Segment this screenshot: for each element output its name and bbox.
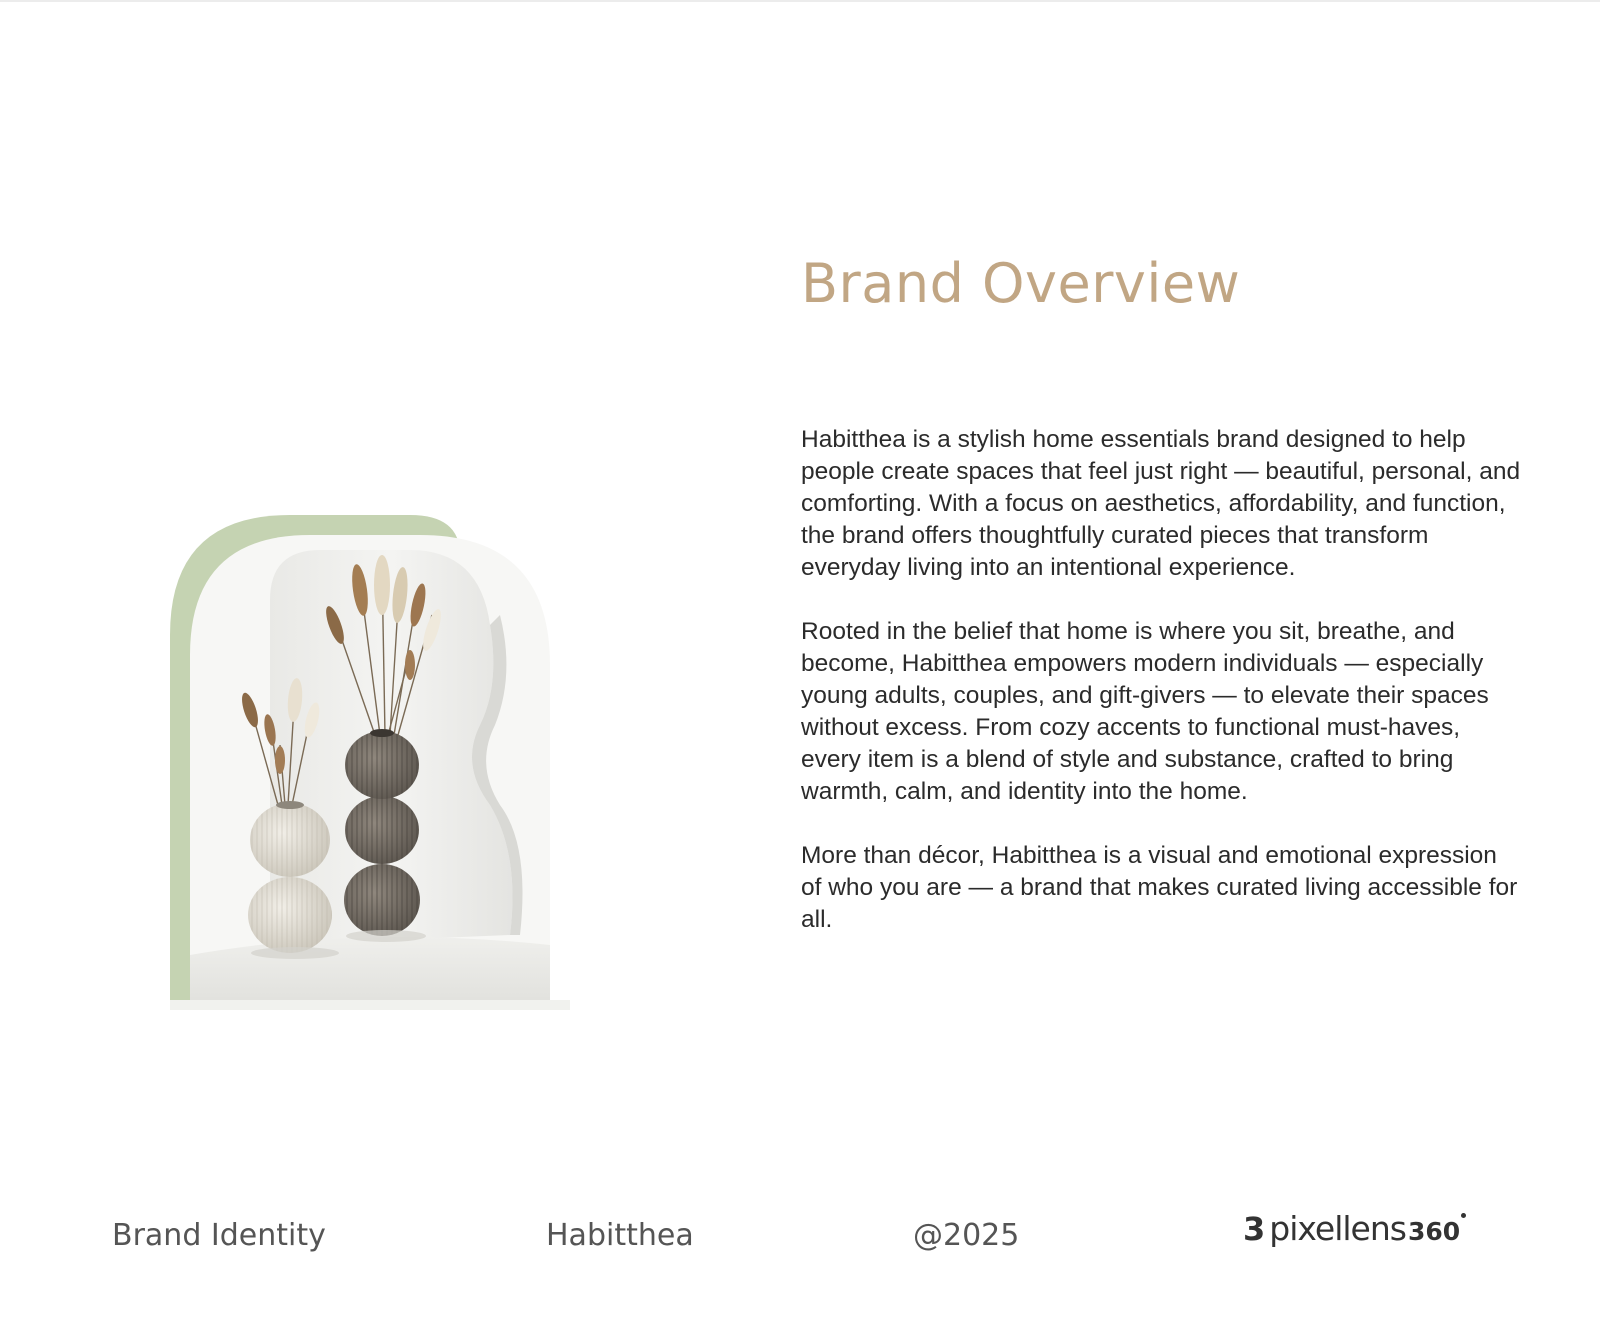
paragraph-belief: Rooted in the belief that home is where you sit, breathe, and become, Habitthea empowers modern individuals — especially young adults, couples, and gift-givers — to elevate their spaces without excess. From cozy accents to functional must-haves, every item is a blend of style and substance, crafted to bring warmth, calm, and identity into the home. bbox=[801, 618, 1489, 805]
logo-name: pixellens bbox=[1269, 1209, 1406, 1248]
brand-description bbox=[801, 424, 1521, 968]
logo-number: 360 bbox=[1407, 1217, 1461, 1246]
top-divider bbox=[0, 0, 1600, 2]
vase-arrangement-image bbox=[160, 515, 590, 1035]
paragraph-expression: More than décor, Habitthea is a visual and emotional expression of who you are — a brand that makes curated living accessible for all. bbox=[801, 842, 1518, 933]
logo-mark-icon: 3 bbox=[1243, 1210, 1266, 1248]
paragraph-intro: Habitthea is a stylish home essentials brand designed to help people create spaces that feel just right — beautiful, personal, and comforting. With a focus on aesthetics, affordability, and function, the brand offers thoughtfully curated pieces that transform everyday living into an intentional experience. bbox=[801, 426, 1521, 581]
footer-section-label: Brand Identity bbox=[112, 1218, 326, 1253]
page-title: Brand Overview bbox=[801, 252, 1241, 315]
footer-year: @2025 bbox=[913, 1218, 1020, 1253]
pixellens-logo bbox=[1243, 1209, 1466, 1248]
logo-dot-icon bbox=[1461, 1213, 1466, 1218]
footer-brand-name: Habitthea bbox=[546, 1218, 694, 1253]
